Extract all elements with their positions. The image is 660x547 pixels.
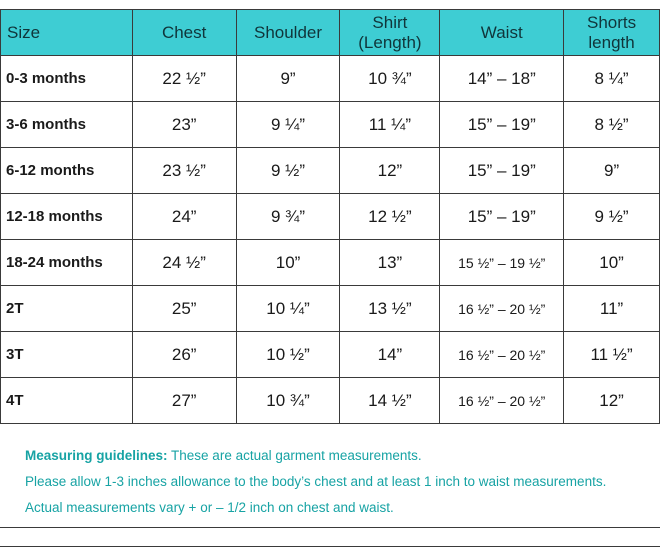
measurement-cell: 8 ¼” — [564, 56, 660, 102]
guidelines-label: Measuring guidelines: — [25, 448, 168, 463]
measuring-guidelines — [25, 443, 660, 521]
measurement-cell: 13 ½” — [340, 286, 440, 332]
measurement-cell: 11 ¼” — [340, 102, 440, 148]
measurement-cell: 9 ½” — [236, 148, 340, 194]
measurement-cell: 23 ½” — [132, 148, 236, 194]
measurement-cell: 24” — [132, 194, 236, 240]
measurement-cell: 14 ½” — [340, 378, 440, 424]
measurement-cell: 13” — [340, 240, 440, 286]
measurement-cell: 12” — [564, 378, 660, 424]
measurement-cell: 12” — [340, 148, 440, 194]
measurement-cell: 15 ½” – 19 ½” — [440, 240, 564, 286]
measurement-cell: 8 ½” — [564, 102, 660, 148]
table-header — [1, 10, 660, 56]
measurement-cell: 23” — [132, 102, 236, 148]
table-row — [1, 194, 660, 240]
table-row — [1, 56, 660, 102]
measurement-cell: 16 ½” – 20 ½” — [440, 332, 564, 378]
size-cell: 3-6 months — [1, 102, 133, 148]
measurement-cell: 16 ½” – 20 ½” — [440, 286, 564, 332]
measurement-cell: 22 ½” — [132, 56, 236, 102]
size-cell: 2T — [1, 286, 133, 332]
divider-line — [0, 527, 660, 528]
measurement-cell: 11” — [564, 286, 660, 332]
header-shorts-length: Shorts length — [564, 10, 660, 56]
guidelines-line-2: Please allow 1-3 inches allowance to the body’s chest and at least 1 inch to waist measurements. — [25, 474, 607, 489]
measurement-cell: 10” — [236, 240, 340, 286]
measurement-cell: 15” – 19” — [440, 102, 564, 148]
size-cell: 4T — [1, 378, 133, 424]
header-waist: Waist — [440, 10, 564, 56]
size-cell: 12-18 months — [1, 194, 133, 240]
measurement-cell: 14” — [340, 332, 440, 378]
measurement-cell: 9 ¾” — [236, 194, 340, 240]
size-cell: 6-12 months — [1, 148, 133, 194]
measurement-cell: 15” – 19” — [440, 148, 564, 194]
measurement-cell: 10 ¼” — [236, 286, 340, 332]
measurement-cell: 14” – 18” — [440, 56, 564, 102]
measurement-cell: 9 ¼” — [236, 102, 340, 148]
measurement-cell: 25” — [132, 286, 236, 332]
table-body — [1, 56, 660, 424]
table-row — [1, 378, 660, 424]
measurement-cell: 26” — [132, 332, 236, 378]
header-size: Size — [1, 10, 133, 56]
header-chest: Chest — [132, 10, 236, 56]
measurement-cell: 15” – 19” — [440, 194, 564, 240]
measurement-cell: 10 ¾” — [340, 56, 440, 102]
measurement-cell: 11 ½” — [564, 332, 660, 378]
size-cell: 3T — [1, 332, 133, 378]
size-chart-table — [0, 9, 660, 424]
measurement-cell: 16 ½” – 20 ½” — [440, 378, 564, 424]
measurement-cell: 12 ½” — [340, 194, 440, 240]
measurement-cell: 9” — [236, 56, 340, 102]
measurement-cell: 9” — [564, 148, 660, 194]
size-cell: 0-3 months — [1, 56, 133, 102]
table-row — [1, 286, 660, 332]
guidelines-line-1: Measuring guidelines: These are actual garment measurements. — [25, 448, 422, 463]
header-shirt-length: Shirt (Length) — [340, 10, 440, 56]
table-row — [1, 240, 660, 286]
measurement-cell: 10 ½” — [236, 332, 340, 378]
table-row — [1, 102, 660, 148]
measurement-cell: 27” — [132, 378, 236, 424]
table-row — [1, 332, 660, 378]
header-shoulder: Shoulder — [236, 10, 340, 56]
size-cell: 18-24 months — [1, 240, 133, 286]
guidelines-line-3: Actual measurements vary + or – 1/2 inch on chest and waist. — [25, 500, 394, 515]
measurement-cell: 24 ½” — [132, 240, 236, 286]
measurement-cell: 9 ½” — [564, 194, 660, 240]
measurement-cell: 10 ¾” — [236, 378, 340, 424]
header-row — [1, 10, 660, 56]
measurement-cell: 10” — [564, 240, 660, 286]
table-row — [1, 148, 660, 194]
